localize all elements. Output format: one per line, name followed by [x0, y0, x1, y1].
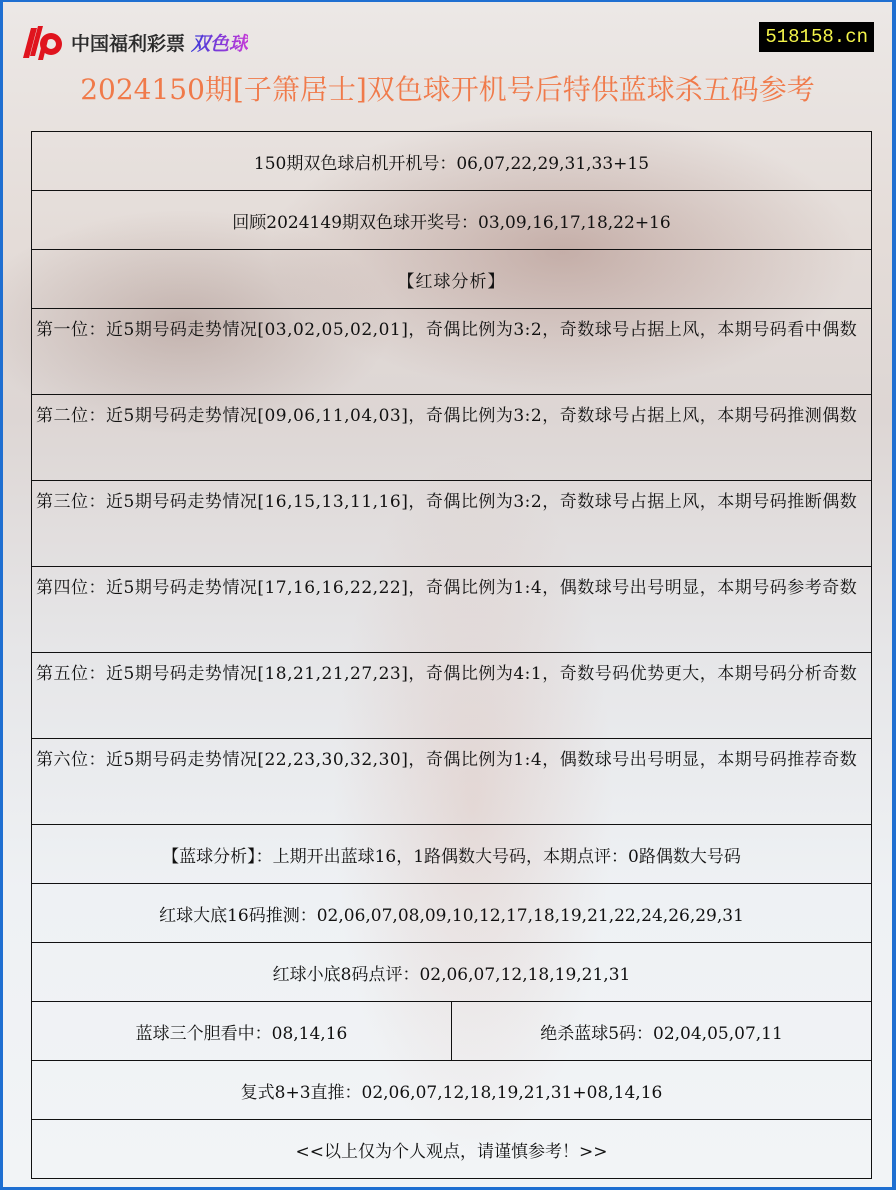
position-1-analysis: 第一位：近5期号码走势情况[03,02,05,02,01]，奇偶比例为3:2，奇数球号占据上风，本期号码看中偶数 — [32, 309, 872, 395]
table-row — [32, 395, 872, 481]
machine-numbers: 150期双色球启机开机号：06,07,22,29,31,33+15 — [32, 132, 872, 191]
blue-kill-five: 绝杀蓝球5码：02,04,05,07,11 — [452, 1002, 872, 1061]
table-row — [32, 191, 872, 250]
logo-game-name: 双色球 — [191, 29, 248, 56]
table-row — [32, 309, 872, 395]
table-row — [32, 653, 872, 739]
position-5-analysis: 第五位：近5期号码走势情况[18,21,21,27,23]，奇偶比例为4:1，奇数号码优势更大，本期号码分析奇数 — [32, 653, 872, 739]
position-4-analysis: 第四位：近5期号码走势情况[17,16,16,22,22]，奇偶比例为1:4，偶数球号出号明显，本期号码参考奇数 — [32, 567, 872, 653]
blue-three-picks: 蓝球三个胆看中：08,14,16 — [32, 1002, 452, 1061]
red-16-prediction: 红球大底16码推测：02,06,07,08,09,10,12,17,18,19,21,22,24,26,29,31 — [32, 884, 872, 943]
red-ball-analysis-header: 【红球分析】 — [32, 250, 872, 309]
table-row — [32, 943, 872, 1002]
disclaimer: <<以上仅为个人观点，请谨慎参考！>> — [32, 1120, 872, 1179]
table-row — [32, 567, 872, 653]
table-row — [32, 825, 872, 884]
compound-pick: 复式8+3直推：02,06,07,12,18,19,21,31+08,14,16 — [32, 1061, 872, 1120]
previous-draw: 回顾2024149期双色球开奖号：03,09,16,17,18,22+16 — [32, 191, 872, 250]
table-row — [32, 1120, 872, 1179]
position-6-analysis: 第六位：近5期号码走势情况[22,23,30,32,30]，奇偶比例为1:4，偶数球号出号明显，本期号码推荐奇数 — [32, 739, 872, 825]
prediction-table — [31, 131, 872, 1179]
header — [3, 2, 892, 130]
welfare-lottery-logo[interactable] — [21, 24, 248, 60]
blue-ball-analysis: 【蓝球分析】：上期开出蓝球16，1路偶数大号码，本期点评：0路偶数大号码 — [32, 825, 872, 884]
position-2-analysis: 第二位：近5期号码走势情况[09,06,11,04,03]，奇偶比例为3:2，奇数球号占据上风，本期号码推测偶数 — [32, 395, 872, 481]
table-row — [32, 884, 872, 943]
welfare-lottery-logo-icon — [21, 24, 65, 60]
page-title: 2024150期[子箫居士]双色球开机号后特供蓝球杀五码参考 — [80, 73, 815, 106]
table-row — [32, 1061, 872, 1120]
site-badge[interactable]: 518158.cn — [759, 22, 874, 52]
table-row — [32, 481, 872, 567]
table-row — [32, 250, 872, 309]
red-8-prediction: 红球小底8码点评：02,06,07,12,18,19,21,31 — [32, 943, 872, 1002]
table-row — [32, 132, 872, 191]
logo-text: 中国福利彩票 — [71, 32, 186, 55]
position-3-analysis: 第三位：近5期号码走势情况[16,15,13,11,16]，奇偶比例为3:2，奇数球号占据上风，本期号码推断偶数 — [32, 481, 872, 567]
table-row — [32, 1002, 872, 1061]
table-row — [32, 739, 872, 825]
